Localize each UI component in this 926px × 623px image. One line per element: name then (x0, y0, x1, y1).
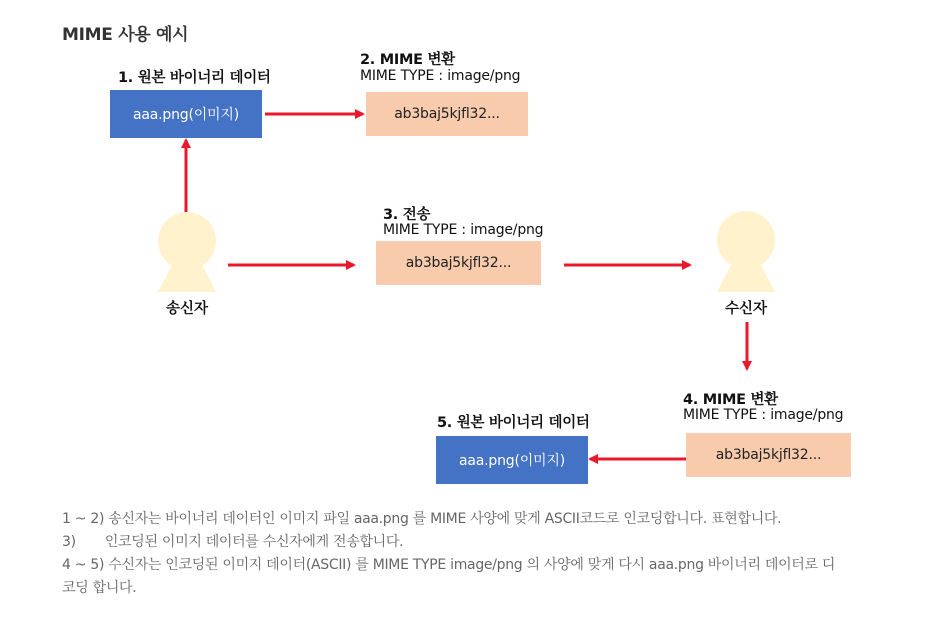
step1-original-binary-box: aaa.png(이미지) (110, 90, 262, 138)
step4-mime-type: MIME TYPE : image/png (683, 407, 844, 423)
sender-person-icon (158, 212, 216, 292)
sender-label: 송신자 (165, 301, 209, 317)
step2-encoded-box: ab3baj5kjfl32... (366, 92, 528, 136)
note-line: 1 ~ 2) 송신자는 바이너리 데이터인 이미지 파일 aaa.png 를 MIME 사양에 맞게 ASCII코드로 인코딩합니다. 표현합니다. (62, 511, 782, 527)
receiver-person-icon (717, 211, 775, 292)
receiver-label: 수신자 (724, 301, 768, 317)
step4-encoded-box: ab3baj5kjfl32... (686, 433, 851, 477)
step2-label: 2. MIME 변환 (360, 52, 455, 68)
page-title: MIME 사용 예시 (62, 25, 189, 45)
note-line: 코딩 합니다. (62, 580, 137, 596)
note-line: 3) 인코딩된 이미지 데이터를 수신자에게 전송합니다. (62, 534, 404, 550)
step3-label: 3. 전송 (383, 207, 431, 223)
step5-decoded-binary-box: aaa.png(이미지) (436, 436, 588, 484)
step3-transmitted-box: ab3baj5kjfl32... (376, 241, 541, 285)
note-line: 4 ~ 5) 수신자는 인코딩된 이미지 데이터(ASCII) 를 MIME TYPE image/png 의 사양에 맞게 다시 aaa.png 바이너리 데이터로 디 (62, 557, 836, 573)
step5-label: 5. 원본 바이너리 데이터 (437, 415, 590, 431)
step4-label: 4. MIME 변환 (683, 392, 778, 408)
step2-mime-type: MIME TYPE : image/png (360, 68, 521, 84)
step1-label: 1. 원본 바이너리 데이터 (118, 70, 271, 86)
description-notes (62, 508, 912, 600)
step3-mime-type: MIME TYPE : image/png (383, 222, 544, 238)
